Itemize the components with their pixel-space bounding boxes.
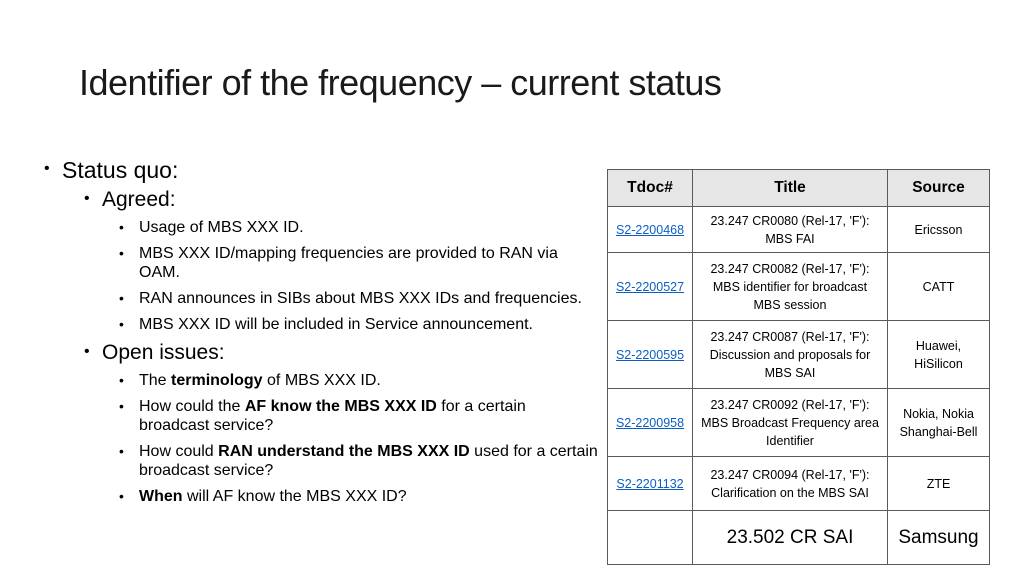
bullet-dot: • [119,245,124,261]
title-cell: 23.247 CR0087 (Rel-17, 'F'): Discussion and proposals for MBS SAI [693,321,888,389]
source-cell: CATT [888,253,990,321]
bullet-dot: • [84,343,90,360]
bullet-dot: • [119,443,124,459]
agreed-item: • MBS XXX ID will be included in Service announcement. [119,316,533,333]
title-cell: 23.247 CR0092 (Rel-17, 'F'): MBS Broadcast Frequency area Identifier [693,389,888,457]
agreed-item: • Usage of MBS XXX ID. [119,219,304,236]
source-cell: Nokia, Nokia Shanghai-Bell [888,389,990,457]
tdoc-table [607,169,990,565]
slide-title: Identifier of the frequency – current status [79,62,722,103]
bullet-agreed: • Agreed: [84,188,176,211]
table-row [608,321,990,389]
source-cell: ZTE [888,457,990,511]
source-cell: Ericsson [888,207,990,253]
bullet-dot: • [119,398,124,414]
bullet-status-quo: • Status quo: [44,157,179,183]
tdoc-link[interactable]: S2-2200958 [608,389,693,457]
source-cell: Samsung [888,511,990,565]
table-row [608,389,990,457]
agreed-item: • MBS XXX ID/mapping frequencies are provided to RAN via OAM. [119,245,558,281]
agreed-item: • RAN announces in SIBs about MBS XXX IDs and frequencies. [119,290,582,307]
bullet-dot: • [119,372,124,388]
header-tdoc: Tdoc# [608,170,693,207]
bullet-dot: • [44,160,50,177]
bullet-list [40,157,600,513]
bullet-open-issues: • Open issues: [84,341,225,364]
header-source: Source [888,170,990,207]
source-cell: Huawei, HiSilicon [888,321,990,389]
bullet-dot: • [119,316,124,332]
table-row [608,207,990,253]
tdoc-link[interactable]: S2-2200527 [608,253,693,321]
open-issue-item: • When will AF know the MBS XXX ID? [119,488,407,505]
tdoc-cell-empty [608,511,693,565]
table-row [608,457,990,511]
bullet-dot: • [119,488,124,504]
table-row [608,511,990,565]
open-issue-item: • The terminology of MBS XXX ID. [119,372,381,389]
open-issue-item: • How could the AF know the MBS XXX ID for a certain broadcast service? [119,398,526,434]
open-issue-item: • How could RAN understand the MBS XXX ID used for a certain broadcast service? [119,443,598,479]
bullet-dot: • [119,219,124,235]
tdoc-link[interactable]: S2-2200595 [608,321,693,389]
title-cell: 23.247 CR0082 (Rel-17, 'F'): MBS identifier for broadcast MBS session [693,253,888,321]
bullet-dot: • [119,290,124,306]
title-cell: 23.247 CR0094 (Rel-17, 'F'): Clarification on the MBS SAI [693,457,888,511]
title-cell: 23.502 CR SAI [693,511,888,565]
table-header-row [608,170,990,207]
bullet-dot: • [84,190,90,207]
tdoc-link[interactable]: S2-2201132 [608,457,693,511]
table-row [608,253,990,321]
tdoc-link[interactable]: S2-2200468 [608,207,693,253]
title-cell: 23.247 CR0080 (Rel-17, 'F'): MBS FAI [693,207,888,253]
header-title: Title [693,170,888,207]
